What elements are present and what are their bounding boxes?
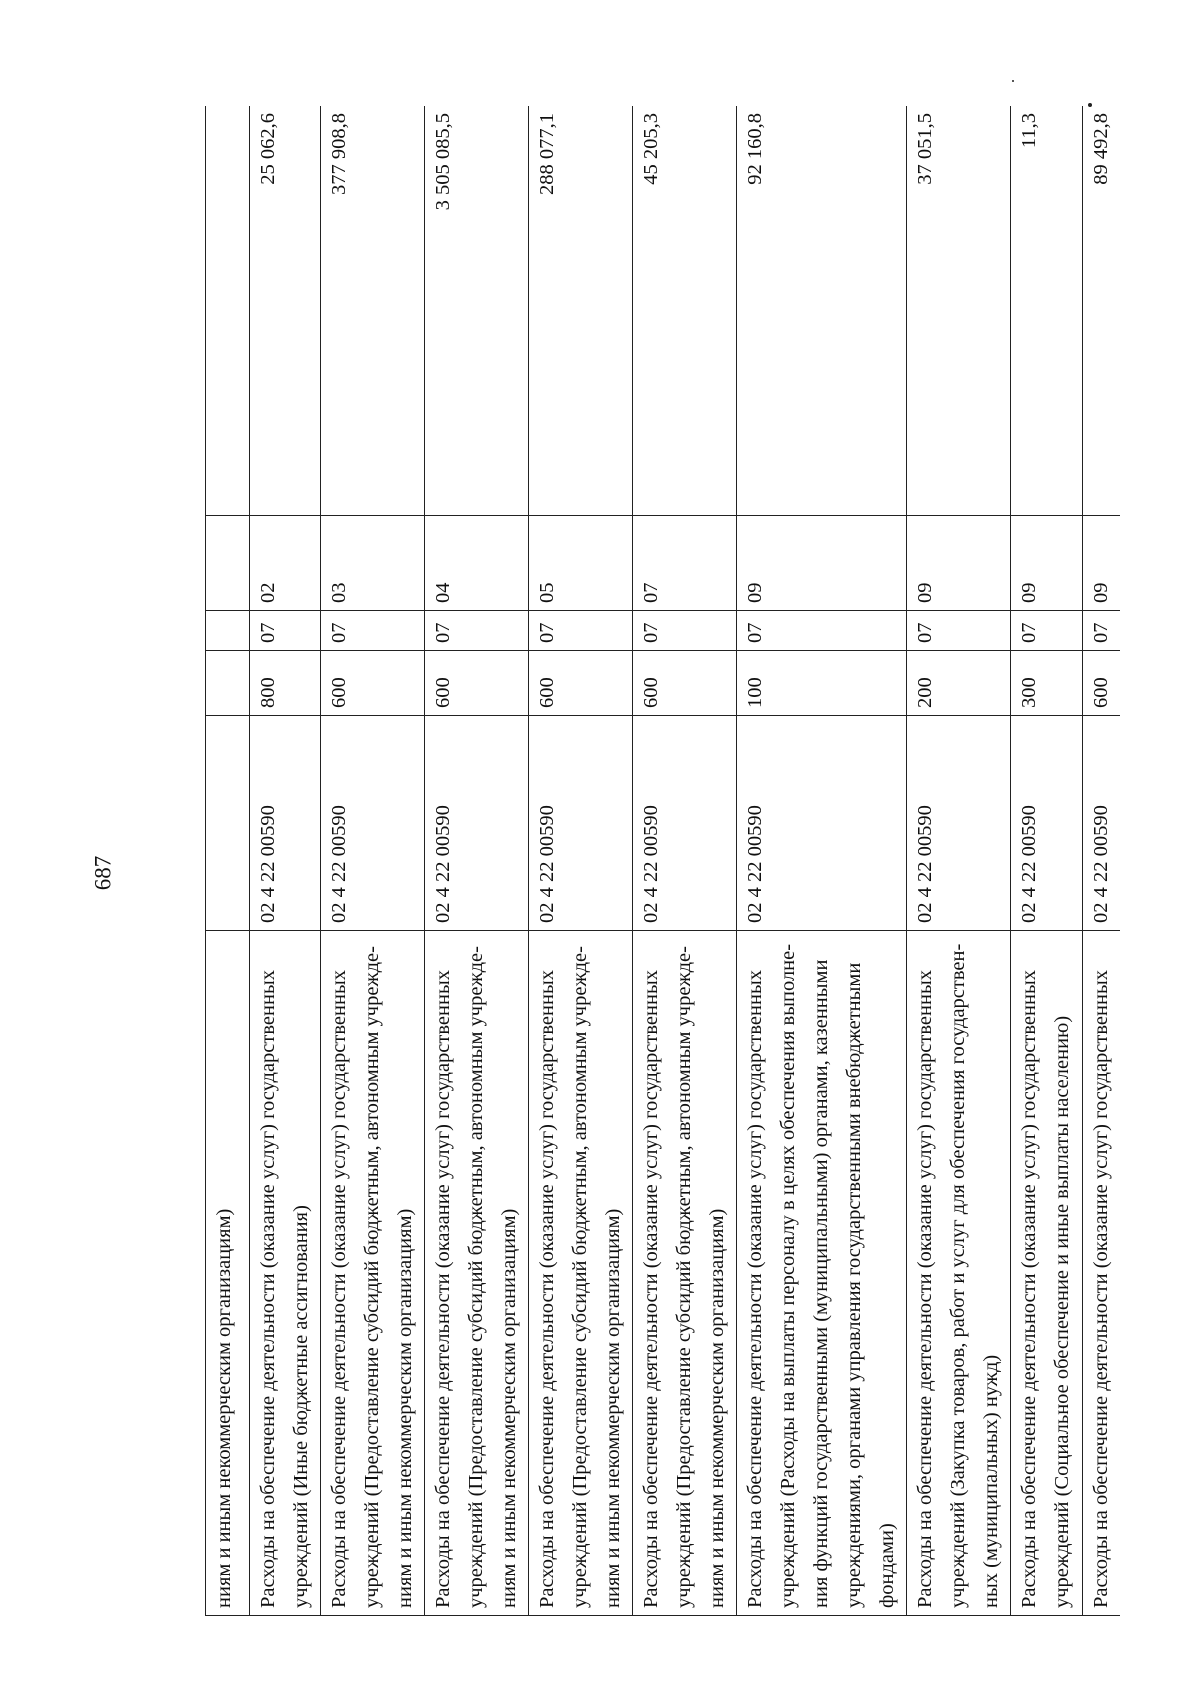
cell-section: 07 [633,611,737,651]
table-row [633,106,737,1616]
cell-description: Расходы на обеспечение деятельности (оказание услуг) государственных учреждений (Предоставление субсидий бюджетным, автономным учрежде-ниям и иным некоммерческим организациям) [321,931,425,1616]
cell-target-code: 02 4 22 00590 [321,716,425,931]
cell-amount: 45 205,3 [633,106,737,516]
cell-section: 07 [321,611,425,651]
cell-amount: 11,3 [1011,106,1083,516]
table-row [1083,106,1121,1616]
table-row [321,106,425,1616]
cell-target-code [206,716,250,931]
cell-subsection: 07 [633,516,737,611]
cell-expense-type: 600 [633,651,737,716]
cell-target-code: 02 4 22 00590 [633,716,737,931]
cell-subsection: 02 [250,516,321,611]
table-row [737,106,907,1616]
cell-section: 07 [250,611,321,651]
cell-target-code: 02 4 22 00590 [425,716,529,931]
cell-section: 07 [1083,611,1121,651]
cell-expense-type: 600 [1083,651,1121,716]
table-row [529,106,633,1616]
cell-target-code: 02 4 22 00590 [529,716,633,931]
cell-description: Расходы на обеспечение деятельности (оказание услуг) государственных [1083,931,1121,1616]
cell-section: 07 [425,611,529,651]
cell-expense-type: 600 [425,651,529,716]
cell-target-code: 02 4 22 00590 [1011,716,1083,931]
page-number: 687 [90,855,116,891]
cell-subsection: 03 [321,516,425,611]
cell-description: Расходы на обеспечение деятельности (оказание услуг) государственных учреждений (Предоставление субсидий бюджетным, автономным учрежде-ниям и иным некоммерческим организациям) [633,931,737,1616]
cell-subsection: 09 [737,516,907,611]
rotated-table-container [205,106,1120,1616]
cell-target-code: 02 4 22 00590 [737,716,907,931]
cell-section [206,611,250,651]
cell-description: Расходы на обеспечение деятельности (оказание услуг) государственных учреждений (Предоставление субсидий бюджетным, автономным учрежде-ниям и иным некоммерческим организациям) [529,931,633,1616]
cell-section: 07 [907,611,1011,651]
cell-subsection: 05 [529,516,633,611]
cell-amount: 89 492,8 [1083,106,1121,516]
cell-expense-type: 600 [321,651,425,716]
cell-subsection: 09 [907,516,1011,611]
cell-description: Расходы на обеспечение деятельности (оказание услуг) государственных учреждений (Иные бюджетные ассигнования) [250,931,321,1616]
cell-subsection: 09 [1083,516,1121,611]
cell-description: Расходы на обеспечение деятельности (оказание услуг) государственных учреждений (Расходы на выплаты персоналу в целях обеспечения выполне-ния функций государственными (муниципальными) органами, казенными учреждениями, органами управления государственными внебюджетными фондами) [737,931,907,1616]
cell-amount: 3 505 085,5 [425,106,529,516]
cell-expense-type: 100 [737,651,907,716]
budget-table-body [206,106,1121,1616]
cell-expense-type: 600 [529,651,633,716]
table-row [907,106,1011,1616]
cell-description: Расходы на обеспечение деятельности (оказание услуг) государственных учреждений (Социальное обеспечение и иные выплаты населению) [1011,931,1083,1616]
cell-subsection [206,516,250,611]
cell-amount: 37 051,5 [907,106,1011,516]
cell-target-code: 02 4 22 00590 [907,716,1011,931]
cell-section: 07 [529,611,633,651]
cell-description: Расходы на обеспечение деятельности (оказание услуг) государственных учреждений (Закупка товаров, работ и услуг для обеспечения государствен-ных (муниципальных) нужд) [907,931,1011,1616]
cell-section: 07 [737,611,907,651]
cell-section: 07 [1011,611,1083,651]
cell-amount: 25 062,6 [250,106,321,516]
table-row [1011,106,1083,1616]
cell-expense-type [206,651,250,716]
cell-amount: 377 908,8 [321,106,425,516]
cell-expense-type: 800 [250,651,321,716]
table-row [206,106,250,1616]
cell-target-code: 02 4 22 00590 [250,716,321,931]
cell-expense-type: 200 [907,651,1011,716]
cell-description: ниям и иным некоммерческим организациям) [206,931,250,1616]
cell-subsection: 09 [1011,516,1083,611]
cell-subsection: 04 [425,516,529,611]
cell-expense-type: 300 [1011,651,1083,716]
rotated-table-frame [205,106,1120,1616]
cell-amount: 92 160,8 [737,106,907,516]
budget-table [205,106,1120,1616]
table-row [425,106,529,1616]
cell-amount: 288 077,1 [529,106,633,516]
cell-target-code: 02 4 22 00590 [1083,716,1121,931]
scan-speck [1012,80,1014,82]
cell-amount [206,106,250,516]
table-row [250,106,321,1616]
cell-description: Расходы на обеспечение деятельности (оказание услуг) государственных учреждений (Предоставление субсидий бюджетным, автономным учрежде-ниям и иным некоммерческим организациям) [425,931,529,1616]
